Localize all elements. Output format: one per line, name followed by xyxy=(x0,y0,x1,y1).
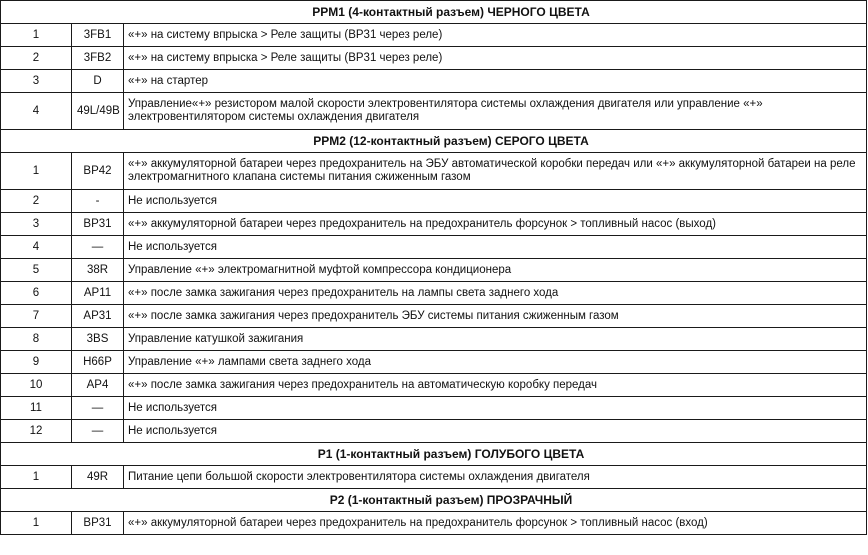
circuit-code: — xyxy=(72,420,124,443)
connector-title: PPM1 (4-контактный разъем) ЧЕРНОГО ЦВЕТА xyxy=(1,1,867,24)
pin-description: Не используется xyxy=(124,236,867,259)
circuit-code: BP42 xyxy=(72,153,124,190)
pin-row xyxy=(1,24,867,47)
connector-header-row xyxy=(1,489,867,512)
pin-row xyxy=(1,93,867,130)
pin-row xyxy=(1,512,867,535)
pin-row xyxy=(1,190,867,213)
pin-description: «+» на систему впрыска > Реле защиты (ВР31 через реле) xyxy=(124,24,867,47)
pin-number: 12 xyxy=(1,420,72,443)
pin-description: Управление «+» электромагнитной муфтой компрессора кондиционера xyxy=(124,259,867,282)
circuit-code: H66P xyxy=(72,351,124,374)
connector-title: P2 (1-контактный разъем) ПРОЗРАЧНЫЙ xyxy=(1,489,867,512)
circuit-code: BP31 xyxy=(72,213,124,236)
pin-description: Управление катушкой зажигания xyxy=(124,328,867,351)
pin-row xyxy=(1,305,867,328)
pin-number: 1 xyxy=(1,512,72,535)
pin-row xyxy=(1,153,867,190)
pin-number: 2 xyxy=(1,47,72,70)
connector-title: PPM2 (12-контактный разъем) СЕРОГО ЦВЕТА xyxy=(1,130,867,153)
pin-row xyxy=(1,374,867,397)
pin-description: «+» после замка зажигания через предохранитель ЭБУ системы питания сжиженным газом xyxy=(124,305,867,328)
circuit-code: 38R xyxy=(72,259,124,282)
pin-row xyxy=(1,466,867,489)
pin-row xyxy=(1,282,867,305)
circuit-code: AP4 xyxy=(72,374,124,397)
connector-title: P1 (1-контактный разъем) ГОЛУБОГО ЦВЕТА xyxy=(1,443,867,466)
connector-header-row xyxy=(1,1,867,24)
pin-number: 2 xyxy=(1,190,72,213)
pin-number: 7 xyxy=(1,305,72,328)
pin-row xyxy=(1,70,867,93)
circuit-code: AP31 xyxy=(72,305,124,328)
circuit-code: 3FB1 xyxy=(72,24,124,47)
pin-description: Не используется xyxy=(124,420,867,443)
pin-description: «+» аккумуляторной батареи через предохранитель на предохранитель форсунок > топливный насос (выход) xyxy=(124,213,867,236)
pin-description: «+» аккумуляторной батареи через предохранитель на ЭБУ автоматической коробки передач или «+» аккумуляторной батареи на реле электромагнитного клапана системы питания сжиженным газом xyxy=(124,153,867,190)
circuit-code: 49R xyxy=(72,466,124,489)
pin-description: Не используется xyxy=(124,190,867,213)
pin-row xyxy=(1,213,867,236)
circuit-code: BP31 xyxy=(72,512,124,535)
pin-row xyxy=(1,259,867,282)
circuit-code: 3FB2 xyxy=(72,47,124,70)
pin-number: 1 xyxy=(1,153,72,190)
pin-number: 3 xyxy=(1,213,72,236)
pin-row xyxy=(1,328,867,351)
pin-row xyxy=(1,420,867,443)
pin-description: Не используется xyxy=(124,397,867,420)
pin-number: 4 xyxy=(1,236,72,259)
pin-number: 3 xyxy=(1,70,72,93)
pin-number: 8 xyxy=(1,328,72,351)
pinout-table-body xyxy=(1,1,867,535)
pin-description: Управление«+» резистором малой скорости электровентилятора системы охлаждения двигателя или управление «+» электровентилятором системы охлаждения двигателя xyxy=(124,93,867,130)
pin-row xyxy=(1,236,867,259)
pin-number: 1 xyxy=(1,24,72,47)
pin-number: 10 xyxy=(1,374,72,397)
pin-description: «+» аккумуляторной батареи через предохранитель на предохранитель форсунок > топливный насос (вход) xyxy=(124,512,867,535)
pin-row xyxy=(1,397,867,420)
pin-number: 4 xyxy=(1,93,72,130)
pin-number: 5 xyxy=(1,259,72,282)
connector-header-row xyxy=(1,130,867,153)
pin-number: 1 xyxy=(1,466,72,489)
circuit-code: — xyxy=(72,236,124,259)
pin-description: Управление «+» лампами света заднего хода xyxy=(124,351,867,374)
pin-number: 6 xyxy=(1,282,72,305)
circuit-code: AP11 xyxy=(72,282,124,305)
pin-description: Питание цепи большой скорости электровентилятора системы охлаждения двигателя xyxy=(124,466,867,489)
pin-description: «+» после замка зажигания через предохранитель на автоматическую коробку передач xyxy=(124,374,867,397)
pin-row xyxy=(1,47,867,70)
circuit-code: 3BS xyxy=(72,328,124,351)
pin-description: «+» на систему впрыска > Реле защиты (ВР31 через реле) xyxy=(124,47,867,70)
circuit-code: 49L/49B xyxy=(72,93,124,130)
circuit-code: D xyxy=(72,70,124,93)
circuit-code: - xyxy=(72,190,124,213)
pin-number: 11 xyxy=(1,397,72,420)
pin-description: «+» после замка зажигания через предохранитель на лампы света заднего хода xyxy=(124,282,867,305)
circuit-code: — xyxy=(72,397,124,420)
pin-description: «+» на стартер xyxy=(124,70,867,93)
pin-number: 9 xyxy=(1,351,72,374)
pin-row xyxy=(1,351,867,374)
connector-header-row xyxy=(1,443,867,466)
